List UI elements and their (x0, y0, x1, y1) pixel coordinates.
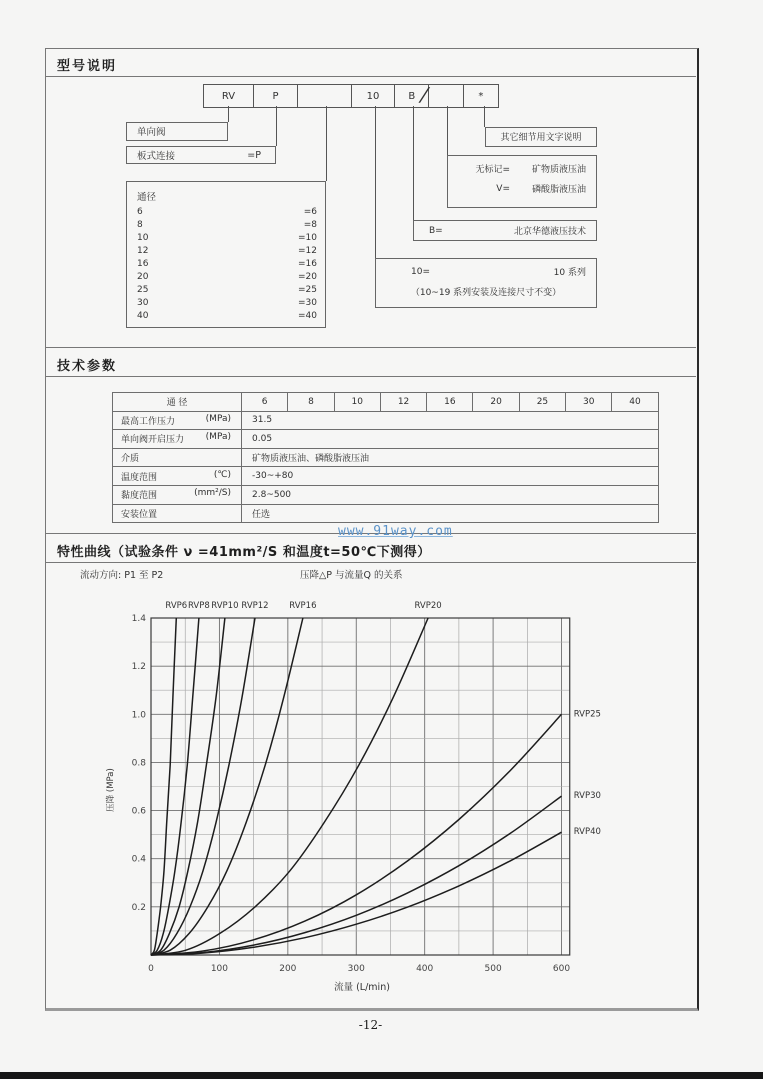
bore-row: 8 =8 (137, 220, 317, 230)
bore-box (126, 181, 326, 328)
curve-label-rvp10: RVP10 (211, 601, 239, 611)
bore-row: 12 =12 (137, 246, 317, 256)
params-header-cell: 30 (566, 393, 612, 412)
params-row (113, 485, 659, 504)
fluid-box (447, 155, 597, 208)
x-tick-label: 200 (279, 964, 297, 974)
series-note: （10~19 系列安装及连接尺寸不变） (410, 288, 562, 298)
params-header-cell: 40 (612, 393, 658, 412)
series-code: 10= (411, 266, 430, 277)
bore-row: 30 =30 (137, 298, 317, 308)
section-params-band (45, 347, 696, 377)
model-code-cell (298, 85, 352, 107)
params-row-label: 最高工作压力 (MPa) (113, 411, 242, 430)
section-params-title: 技术参数 (57, 359, 118, 374)
x-axis-title: 流量 (L/min) (334, 982, 390, 993)
curve-label-rvp16: RVP16 (289, 601, 317, 611)
params-header-cell: 10 (334, 393, 380, 412)
fluid-name-1: 磷酸脂液压油 (531, 185, 586, 195)
flow-direction-label: 流动方向: P1 至 P2 (80, 570, 164, 581)
params-header-cell: 6 (242, 393, 288, 412)
section-model-band (45, 48, 696, 77)
params-row-value: 2.8~500 (242, 485, 659, 504)
params-row (113, 430, 659, 449)
params-row-value: 31.5 (242, 411, 659, 430)
curve-label-rvp40: RVP40 (573, 827, 601, 838)
curve-label-rvp12: RVP12 (241, 601, 269, 611)
params-header-cell: 25 (519, 393, 565, 412)
model-code-cell: RV (204, 85, 254, 107)
brand-box (413, 220, 597, 241)
connector-brand (413, 106, 414, 220)
params-row (113, 411, 659, 430)
x-tick-label: 300 (347, 964, 365, 974)
model-code-slash: / (419, 84, 429, 106)
connector-other (484, 106, 485, 127)
params-row (113, 448, 659, 467)
curve-label-rvp25: RVP25 (573, 709, 601, 720)
series-name: 10 系列 (553, 268, 586, 278)
params-header-cell: 16 (427, 393, 473, 412)
model-code-cell: * (478, 90, 484, 102)
check-valve-box: 单向阀 (126, 122, 228, 141)
params-row-label: 单向阀开启压力 (MPa) (113, 430, 242, 449)
series-box (375, 258, 597, 308)
x-tick-label: 600 (552, 964, 571, 974)
y-tick-label: 1.2 (131, 662, 146, 673)
section-curves-title: 特性曲线（试验条件 ν =41mm²/S 和温度t=50℃下测得） (57, 545, 431, 560)
params-header-cell: 12 (380, 393, 426, 412)
other-note-box: 其它细节用文字说明 (485, 127, 597, 147)
connector-p (276, 106, 277, 146)
section-model-title: 型号说明 (57, 59, 118, 74)
params-row-value: -30~+80 (242, 467, 659, 486)
connector-fluid (447, 106, 448, 155)
params-row-label: 介质 (113, 448, 242, 467)
y-tick-label: 0.6 (131, 806, 146, 817)
x-tick-label: 500 (484, 964, 502, 974)
bore-row: 6 =6 (137, 207, 317, 217)
watermark: www.91way.com (338, 524, 453, 539)
y-tick-label: 1.4 (131, 614, 146, 625)
y-axis-title: 压降 (MPa) (106, 768, 116, 812)
bore-rows (127, 206, 325, 323)
params-row-value: 任选 (242, 504, 659, 523)
bore-row: 25 =25 (137, 285, 317, 295)
y-tick-label: 0.2 (131, 902, 146, 913)
plate-connection-label: 板式连接 (137, 151, 176, 162)
params-row-value: 矿物质液压油、磷酸脂液压油 (242, 448, 659, 467)
params-table (112, 392, 659, 523)
params-header-cell: 20 (473, 393, 519, 412)
connector-series (375, 106, 376, 258)
params-row-value: 0.05 (242, 430, 659, 449)
fluid-code-0: 无标记= (475, 165, 510, 175)
params-row-label: 黏度范围 (mm²/S) (113, 485, 242, 504)
bore-row: 20 =20 (137, 272, 317, 282)
curve-label-rvp8: RVP8 (187, 601, 210, 611)
curve-label-rvp30: RVP30 (573, 791, 601, 802)
page-number: -12- (358, 1018, 383, 1032)
plate-connection-code: =P (247, 149, 261, 161)
params-header-cell: 8 (288, 393, 334, 412)
y-tick-label: 1.0 (131, 710, 146, 721)
x-tick-label: 100 (210, 964, 229, 974)
connector-bore (326, 106, 327, 181)
model-code-cell: P (254, 85, 298, 107)
curve-label-rvp6: RVP6 (165, 601, 188, 611)
bore-title: 通径 (137, 192, 157, 203)
x-tick-label: 400 (416, 964, 434, 974)
page-bottom-edge (0, 1072, 763, 1079)
y-tick-label: 0.8 (131, 758, 146, 769)
model-code-cell: B (395, 85, 429, 107)
params-header-cell: 通 径 (113, 393, 242, 412)
x-tick-label: 0 (148, 964, 154, 974)
model-code-row (203, 84, 499, 108)
model-code-cell: 10 (352, 85, 395, 107)
bore-row: 40 =40 (137, 311, 317, 321)
params-row (113, 467, 659, 486)
fluid-name-0: 矿物质液压油 (531, 165, 586, 175)
bore-row: 10 =10 (137, 233, 317, 243)
curve-label-rvp20: RVP20 (414, 601, 442, 611)
plate-connection-box (126, 146, 276, 164)
pressure-flow-chart (100, 590, 630, 1002)
model-code-cell (429, 85, 463, 107)
fluid-code-1: V= (496, 183, 510, 194)
relation-label: 压降△P 与流量Q 的关系 (300, 570, 403, 581)
bore-row: 16 =16 (137, 259, 317, 269)
brand-code: B= (429, 225, 443, 236)
brand-name: 北京华德液压技术 (513, 227, 586, 237)
params-row (113, 504, 659, 523)
connector-rv (228, 106, 229, 122)
params-row-label: 安装位置 (113, 504, 242, 523)
params-row-label: 温度范围 (℃) (113, 467, 242, 486)
y-tick-label: 0.4 (131, 854, 146, 865)
